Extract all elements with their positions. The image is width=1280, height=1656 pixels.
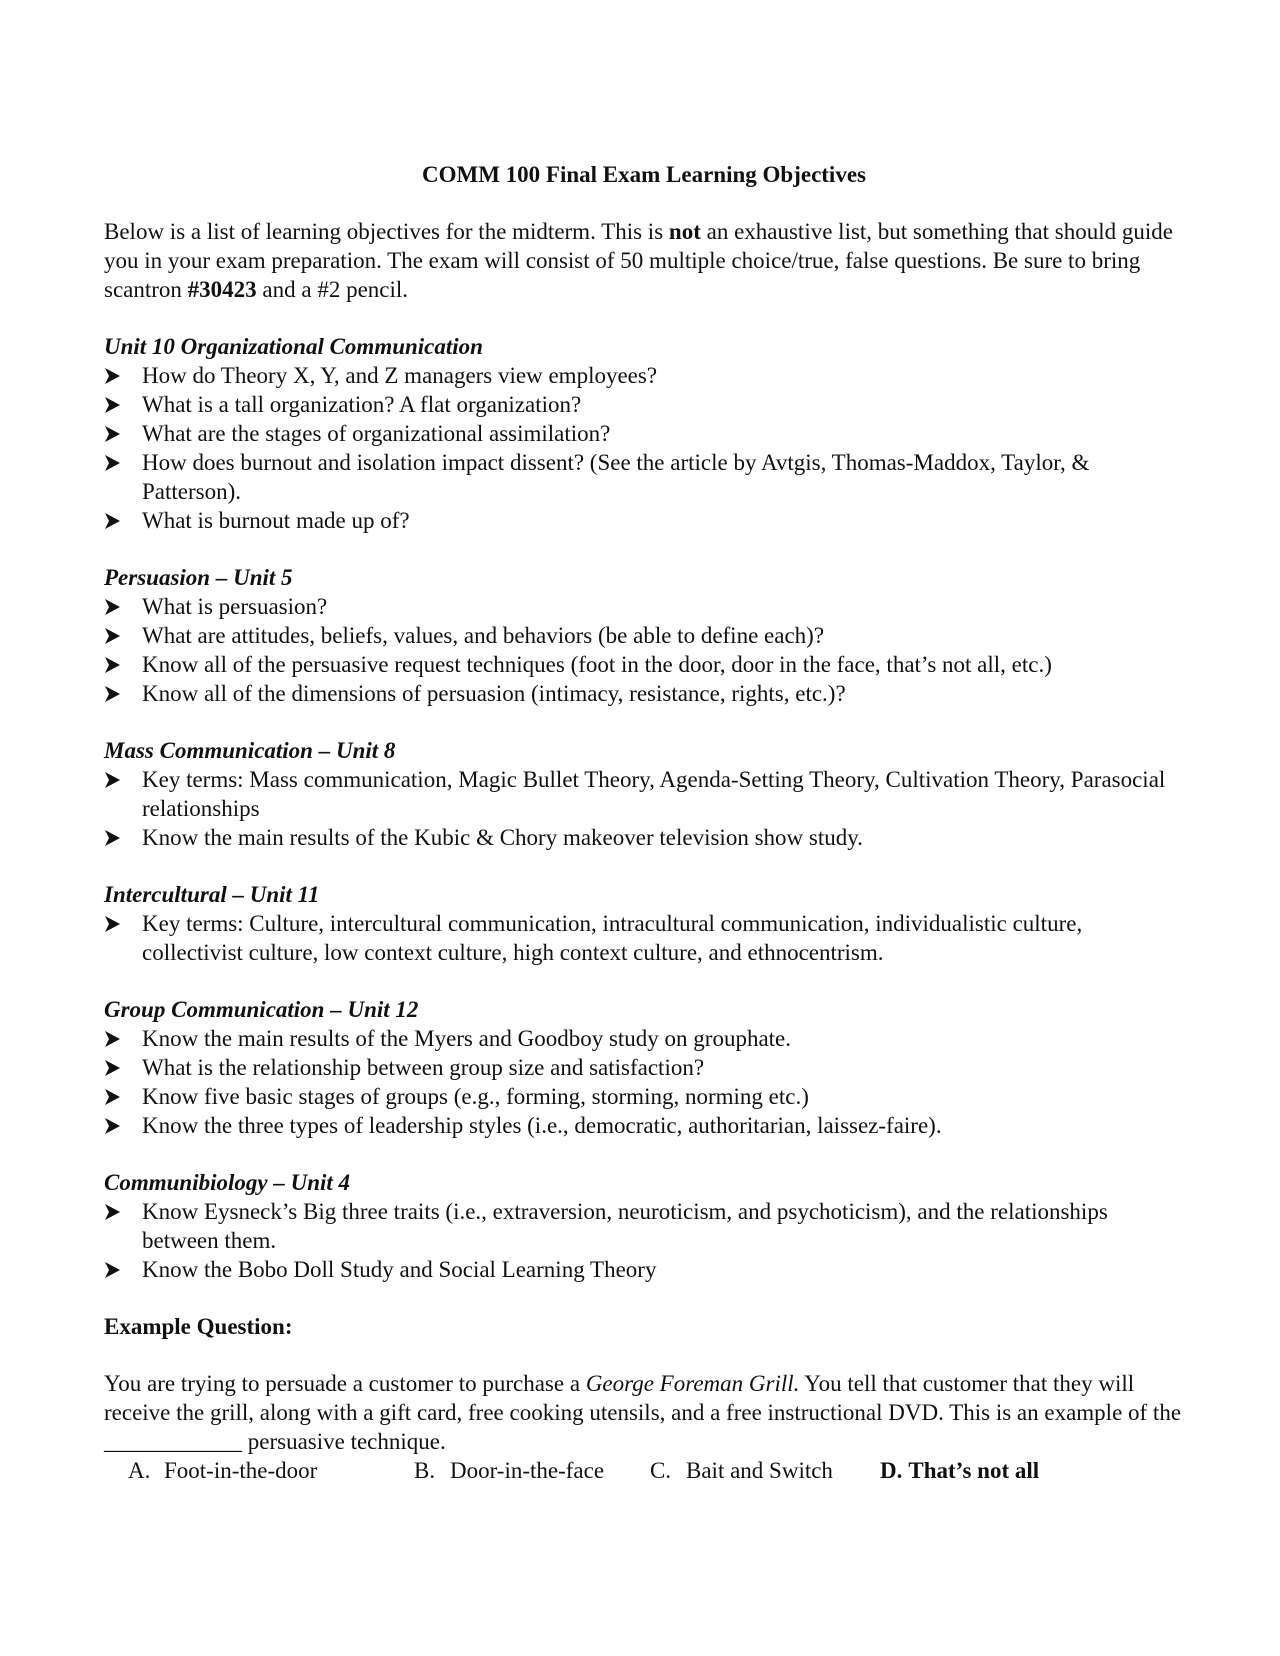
intro-text-1: Below is a list of learning objectives for the midterm. This is <box>104 219 669 244</box>
list-item-text: What are the stages of organizational assimilation? <box>142 421 611 446</box>
arrow-bullet-icon <box>104 506 128 535</box>
list-item-text: How does burnout and isolation impact dissent? (See the article by Avtgis, Thomas-Maddox, Taylor, & Patterson). <box>142 450 1090 504</box>
list-item-text: Know all of the dimensions of persuasion (intimacy, resistance, rights, etc.)? <box>142 681 846 706</box>
list-item <box>104 1024 1184 1053</box>
arrow-bullet-icon <box>104 1111 128 1140</box>
answer-choices <box>104 1456 1184 1485</box>
question-text-1: You are trying to persuade a customer to purchase a <box>104 1371 586 1396</box>
choice-letter: B. <box>414 1458 436 1483</box>
section-persuasion <box>104 563 1184 708</box>
choice-b <box>414 1456 650 1485</box>
intro-text-2: an exhaustive list, but something that should guide you in your exam preparation. The exam will consist of 50 multiple choice/true, false questions. Be sure to bring scantron <box>104 219 1173 302</box>
choice-text: That’s not all <box>908 1458 1040 1483</box>
section-group-communication <box>104 995 1184 1140</box>
list-item-text: Key terms: Mass communication, Magic Bullet Theory, Agenda-Setting Theory, Cultivation Theory, Parasocial relationships <box>142 767 1166 821</box>
list-item-text: How do Theory X, Y, and Z managers view employees? <box>142 363 658 388</box>
list-item <box>104 650 1184 679</box>
example-question-heading: Example Question: <box>104 1314 293 1339</box>
list-item-text: Know the main results of the Kubic & Chory makeover television show study. <box>142 825 863 850</box>
arrow-bullet-icon <box>104 1255 128 1284</box>
section-heading: Intercultural – Unit 11 <box>104 882 320 907</box>
document-page <box>104 160 1184 1485</box>
list-item-text: What is persuasion? <box>142 594 328 619</box>
list-item <box>104 448 1184 506</box>
list-item <box>104 1197 1184 1255</box>
list-item-text: Know the main results of the Myers and Goodboy study on grouphate. <box>142 1026 792 1051</box>
objective-list <box>104 1024 1184 1140</box>
list-item <box>104 592 1184 621</box>
arrow-bullet-icon <box>104 448 128 477</box>
list-item-text: What is a tall organization? A flat organization? <box>142 392 582 417</box>
list-item <box>104 506 1184 535</box>
arrow-bullet-icon <box>104 1024 128 1053</box>
arrow-bullet-icon <box>104 765 128 794</box>
choice-c <box>650 1456 880 1485</box>
arrow-bullet-icon <box>104 823 128 852</box>
intro-paragraph <box>104 217 1184 304</box>
list-item <box>104 1111 1184 1140</box>
example-question-text <box>104 1369 1184 1456</box>
list-item-text: Know five basic stages of groups (e.g., forming, storming, norming etc.) <box>142 1084 809 1109</box>
intro-bold-scantron: #30423 <box>187 277 257 302</box>
list-item <box>104 621 1184 650</box>
objective-list <box>104 909 1184 967</box>
choice-text: Door-in-the-face <box>450 1458 605 1483</box>
arrow-bullet-icon <box>104 1197 128 1226</box>
arrow-bullet-icon <box>104 419 128 448</box>
section-mass-communication <box>104 736 1184 852</box>
arrow-bullet-icon <box>104 679 128 708</box>
arrow-bullet-icon <box>104 390 128 419</box>
list-item <box>104 909 1184 967</box>
objective-list <box>104 361 1184 535</box>
choice-a <box>128 1456 414 1485</box>
list-item-text: What is the relationship between group size and satisfaction? <box>142 1055 705 1080</box>
list-item <box>104 765 1184 823</box>
choice-d-correct <box>880 1456 1039 1485</box>
objective-list <box>104 1197 1184 1284</box>
list-item <box>104 419 1184 448</box>
list-item-text: Know the three types of leadership styles (i.e., democratic, authoritarian, laissez-faire). <box>142 1113 942 1138</box>
arrow-bullet-icon <box>104 650 128 679</box>
section-communibiology <box>104 1168 1184 1284</box>
arrow-bullet-icon <box>104 592 128 621</box>
list-item-text: Key terms: Culture, intercultural communication, intracultural communication, individualistic culture, collectivist culture, low context culture, high context culture, and ethnocentrism. <box>142 911 1083 965</box>
section-intercultural <box>104 880 1184 967</box>
objective-list <box>104 765 1184 852</box>
question-italic-product: George Foreman Grill. <box>585 1371 800 1396</box>
arrow-bullet-icon <box>104 909 128 938</box>
objective-list <box>104 592 1184 708</box>
list-item-text: Know Eysneck’s Big three traits (i.e., extraversion, neuroticism, and psychoticism), and the relationships between them. <box>142 1199 1108 1253</box>
choice-letter: C. <box>650 1458 672 1483</box>
list-item <box>104 361 1184 390</box>
choice-letter: A. <box>128 1458 151 1483</box>
arrow-bullet-icon <box>104 621 128 650</box>
intro-bold-not: not <box>668 219 701 244</box>
section-heading: Persuasion – Unit 5 <box>104 565 293 590</box>
list-item-text: Know the Bobo Doll Study and Social Learning Theory <box>142 1257 657 1282</box>
list-item-text: What are attitudes, beliefs, values, and behaviors (be able to define each)? <box>142 623 825 648</box>
list-item <box>104 823 1184 852</box>
choice-text: Bait and Switch <box>686 1458 833 1483</box>
section-heading: Communibiology – Unit 4 <box>104 1170 351 1195</box>
choice-letter: D. <box>880 1458 903 1483</box>
section-heading: Unit 10 Organizational Communication <box>104 334 483 359</box>
question-text-2: You tell that customer that they will receive the grill, along with a gift card, free cooking utensils, and a free instructional DVD. This is an example of the ____________ persuasive technique. <box>104 1371 1182 1454</box>
document-title: COMM 100 Final Exam Learning Objectives <box>422 162 866 187</box>
intro-text-3: and a #2 pencil. <box>256 277 409 302</box>
list-item-text: Know all of the persuasive request techniques (foot in the door, door in the face, that’s not all, etc.) <box>142 652 1052 677</box>
list-item <box>104 390 1184 419</box>
section-organizational-communication <box>104 332 1184 535</box>
list-item <box>104 1053 1184 1082</box>
section-heading: Mass Communication – Unit 8 <box>104 738 396 763</box>
arrow-bullet-icon <box>104 1082 128 1111</box>
list-item <box>104 1255 1184 1284</box>
arrow-bullet-icon <box>104 361 128 390</box>
list-item-text: What is burnout made up of? <box>142 508 410 533</box>
arrow-bullet-icon <box>104 1053 128 1082</box>
section-heading: Group Communication – Unit 12 <box>104 997 419 1022</box>
list-item <box>104 1082 1184 1111</box>
choice-text: Foot-in-the-door <box>164 1458 318 1483</box>
list-item <box>104 679 1184 708</box>
